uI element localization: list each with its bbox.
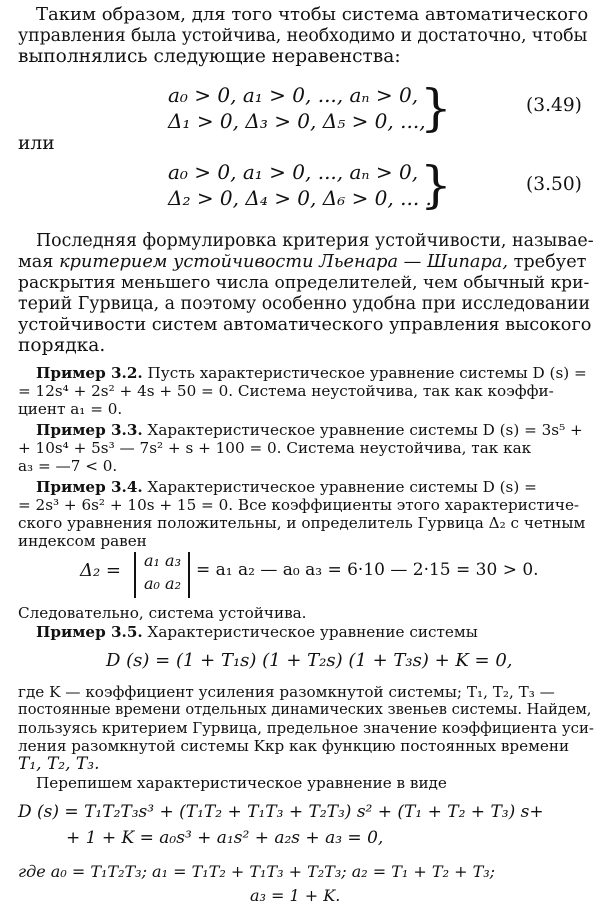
eq350-line1: a₀ > 0, a₁ > 0, ..., aₙ > 0, <box>168 160 419 184</box>
para2-line2: мая критерием устойчивости Льенара — Шипара, требует <box>18 252 587 272</box>
ex35-line2: где K — коэффициент усиления разомкнутой системы; T₁, T₂, T₃ — <box>18 683 555 701</box>
eq349-line2: Δ₁ > 0, Δ₃ > 0, Δ₅ > 0, ..., <box>168 109 426 133</box>
eq349-line1: a₀ > 0, a₁ > 0, ..., aₙ > 0, <box>168 83 419 107</box>
det-rhs: = a₁ a₂ — a₀ a₃ = 6·10 — 2·15 = 30 > 0. <box>196 560 539 580</box>
det-bar-left <box>134 552 136 598</box>
eqbig-line2: + 1 + K = a₀s³ + a₁s² + a₂s + a₃ = 0, <box>66 828 384 848</box>
para1-line2: управления была устойчива, необходимо и достаточно, чтобы <box>18 26 588 46</box>
ex35-line1: Пример 3.5. Характеристическое уравнение системы <box>36 623 478 641</box>
ex33-line3: a₃ = —7 < 0. <box>18 457 118 475</box>
det-lhs: Δ₂ = <box>80 560 122 581</box>
ex34-line4: индексом равен <box>18 532 147 550</box>
para2-line6: порядка. <box>18 335 106 356</box>
para2-line4: терий Гурвица, а поэтому особенно удобна при исследовании <box>18 294 591 314</box>
coef-line1: где a₀ = T₁T₂T₃; a₁ = T₁T₂ + T₁T₃ + T₂T₃; a₂ = T₁ + T₂ + T₃; <box>18 862 496 881</box>
ex32-line2: = 12s⁴ + 2s² + 4s + 50 = 0. Система неустойчива, так как коэффи- <box>18 382 554 400</box>
ex35-line5: ления разомкнутой системы Kкр как функцию постоянных времени <box>18 737 570 755</box>
coef-line2: a₃ = 1 + K. <box>250 886 341 905</box>
eq350-number: (3.50) <box>526 174 582 195</box>
para1-line3: выполнялись следующие неравенства: <box>18 46 401 67</box>
ex35-line7: Перепишем характеристическое уравнение в виде <box>36 774 447 792</box>
para2-line3: раскрытия меньшего числа определителей, чем обычный кри- <box>18 273 590 293</box>
ex35-line3: постоянные времени отдельных динамических звеньев системы. Найдем, <box>18 701 592 718</box>
ex32-line3: циент a₁ = 0. <box>18 400 123 418</box>
ex35-eq: D (s) = (1 + T₁s) (1 + T₂s) (1 + T₃s) + K = 0, <box>106 650 513 671</box>
eq349-brace: } <box>420 79 452 137</box>
det-bar-right <box>188 552 190 598</box>
ex35-line6: T₁, T₂, T₃. <box>18 754 100 774</box>
para1-line1: Таким образом, для того чтобы система автоматического <box>36 4 589 25</box>
eq350-line2: Δ₂ > 0, Δ₄ > 0, Δ₆ > 0, ... . <box>168 186 432 210</box>
ex35-line4: пользуясь критерием Гурвица, предельное значение коэффициента уси- <box>18 719 594 737</box>
para2-line1: Последняя формулировка критерия устойчивости, называе- <box>36 231 594 251</box>
conclusion: Следовательно, система устойчива. <box>18 604 307 622</box>
ex33-line1: Пример 3.3. Характеристическое уравнение системы D (s) = 3s⁵ + <box>36 421 583 439</box>
or-word: или <box>18 133 55 154</box>
ex33-line2: + 10s⁴ + 5s³ — 7s² + s + 100 = 0. Система неустойчива, так как <box>18 439 532 457</box>
det-row1: a₁ a₃ <box>144 551 181 570</box>
ex32-line1: Пример 3.2. Пусть характеристическое уравнение системы D (s) = <box>36 364 587 382</box>
eqbig-line1: D (s) = T₁T₂T₃s³ + (T₁T₂ + T₁T₃ + T₂T₃) s² + (T₁ + T₂ + T₃) s+ <box>18 802 544 822</box>
eq349-number: (3.49) <box>526 95 582 116</box>
ex34-line1: Пример 3.4. Характеристическое уравнение системы D (s) = <box>36 478 537 496</box>
ex34-line2: = 2s³ + 6s² + 10s + 15 = 0. Все коэффициенты этого характеристиче- <box>18 496 580 514</box>
para2-line5: устойчивости систем автоматического управления высокого <box>18 315 592 335</box>
ex34-line3: ского уравнения положительны, и определитель Гурвица Δ₂ с четным <box>18 514 586 532</box>
eq350-brace: } <box>420 156 452 214</box>
det-row2: a₀ a₂ <box>144 574 181 593</box>
